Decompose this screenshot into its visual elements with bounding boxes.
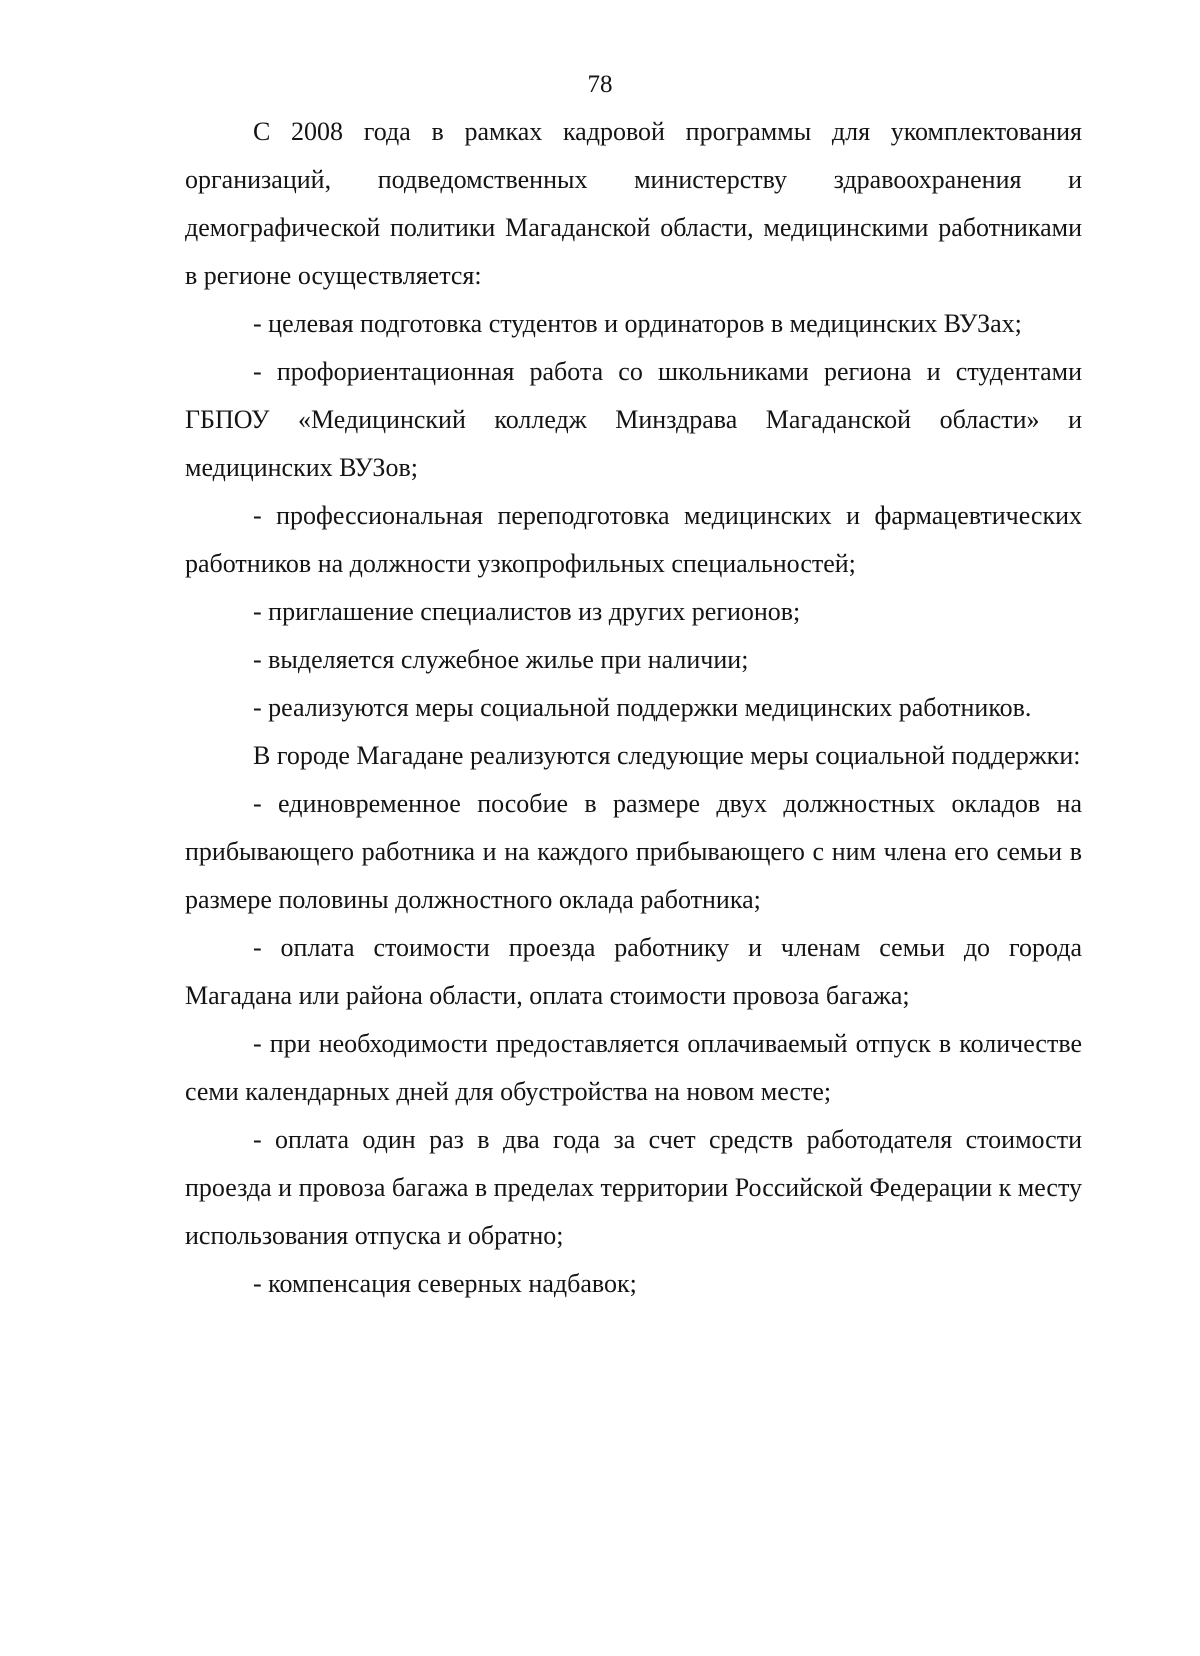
page-number: 78 (587, 71, 613, 98)
list-item-lump-sum-allowance: - единовременное пособие в размере двух должностных окладов на прибывающего работника и на каждого прибывающего с ним члена его семьи в размере половины должностного оклада работника; (185, 789, 1082, 914)
list-item-target-training: - целевая подготовка студентов и ординаторов в медицинских ВУЗах; (253, 309, 1022, 338)
list-item-career-guidance: - профориентационная работа со школьниками региона и студентами ГБПОУ «Медицинский колледж Минздрава Магаданской области» и медицинских ВУЗов; (185, 357, 1082, 482)
paragraph-magadan-measures: В городе Магадане реализуются следующие меры социальной поддержки: (253, 741, 1081, 770)
list-item-social-support: - реализуются меры социальной поддержки медицинских работников. (253, 693, 1032, 722)
list-item-northern-allowance: - компенсация северных надбавок; (253, 1269, 637, 1298)
paragraph-intro: С 2008 года в рамках кадровой программы для укомплектования организаций, подведомственных министерству здравоохранения и демографической политики Магаданской области, медицинскими работниками в регионе осуществляется: (185, 117, 1082, 290)
list-item-paid-leave: - при необходимости предоставляется оплачиваемый отпуск в количестве семи календарных дней для обустройства на новом месте; (185, 1029, 1082, 1106)
document-body (185, 108, 1082, 1308)
list-item-retraining: - профессиональная переподготовка медицинских и фармацевтических работников на должности узкопрофильных специальностей; (185, 501, 1082, 578)
list-item-vacation-travel: - оплата один раз в два года за счет средств работодателя стоимости проезда и провоза багажа в пределах территории Российской Федерации к месту использования отпуска и обратно; (185, 1125, 1082, 1250)
list-item-invitation: - приглашение специалистов из других регионов; (253, 597, 801, 626)
list-item-travel-payment: - оплата стоимости проезда работнику и членам семьи до города Магадана или района области, оплата стоимости провоза багажа; (185, 933, 1082, 1010)
list-item-housing: - выделяется служебное жилье при наличии; (253, 645, 749, 674)
